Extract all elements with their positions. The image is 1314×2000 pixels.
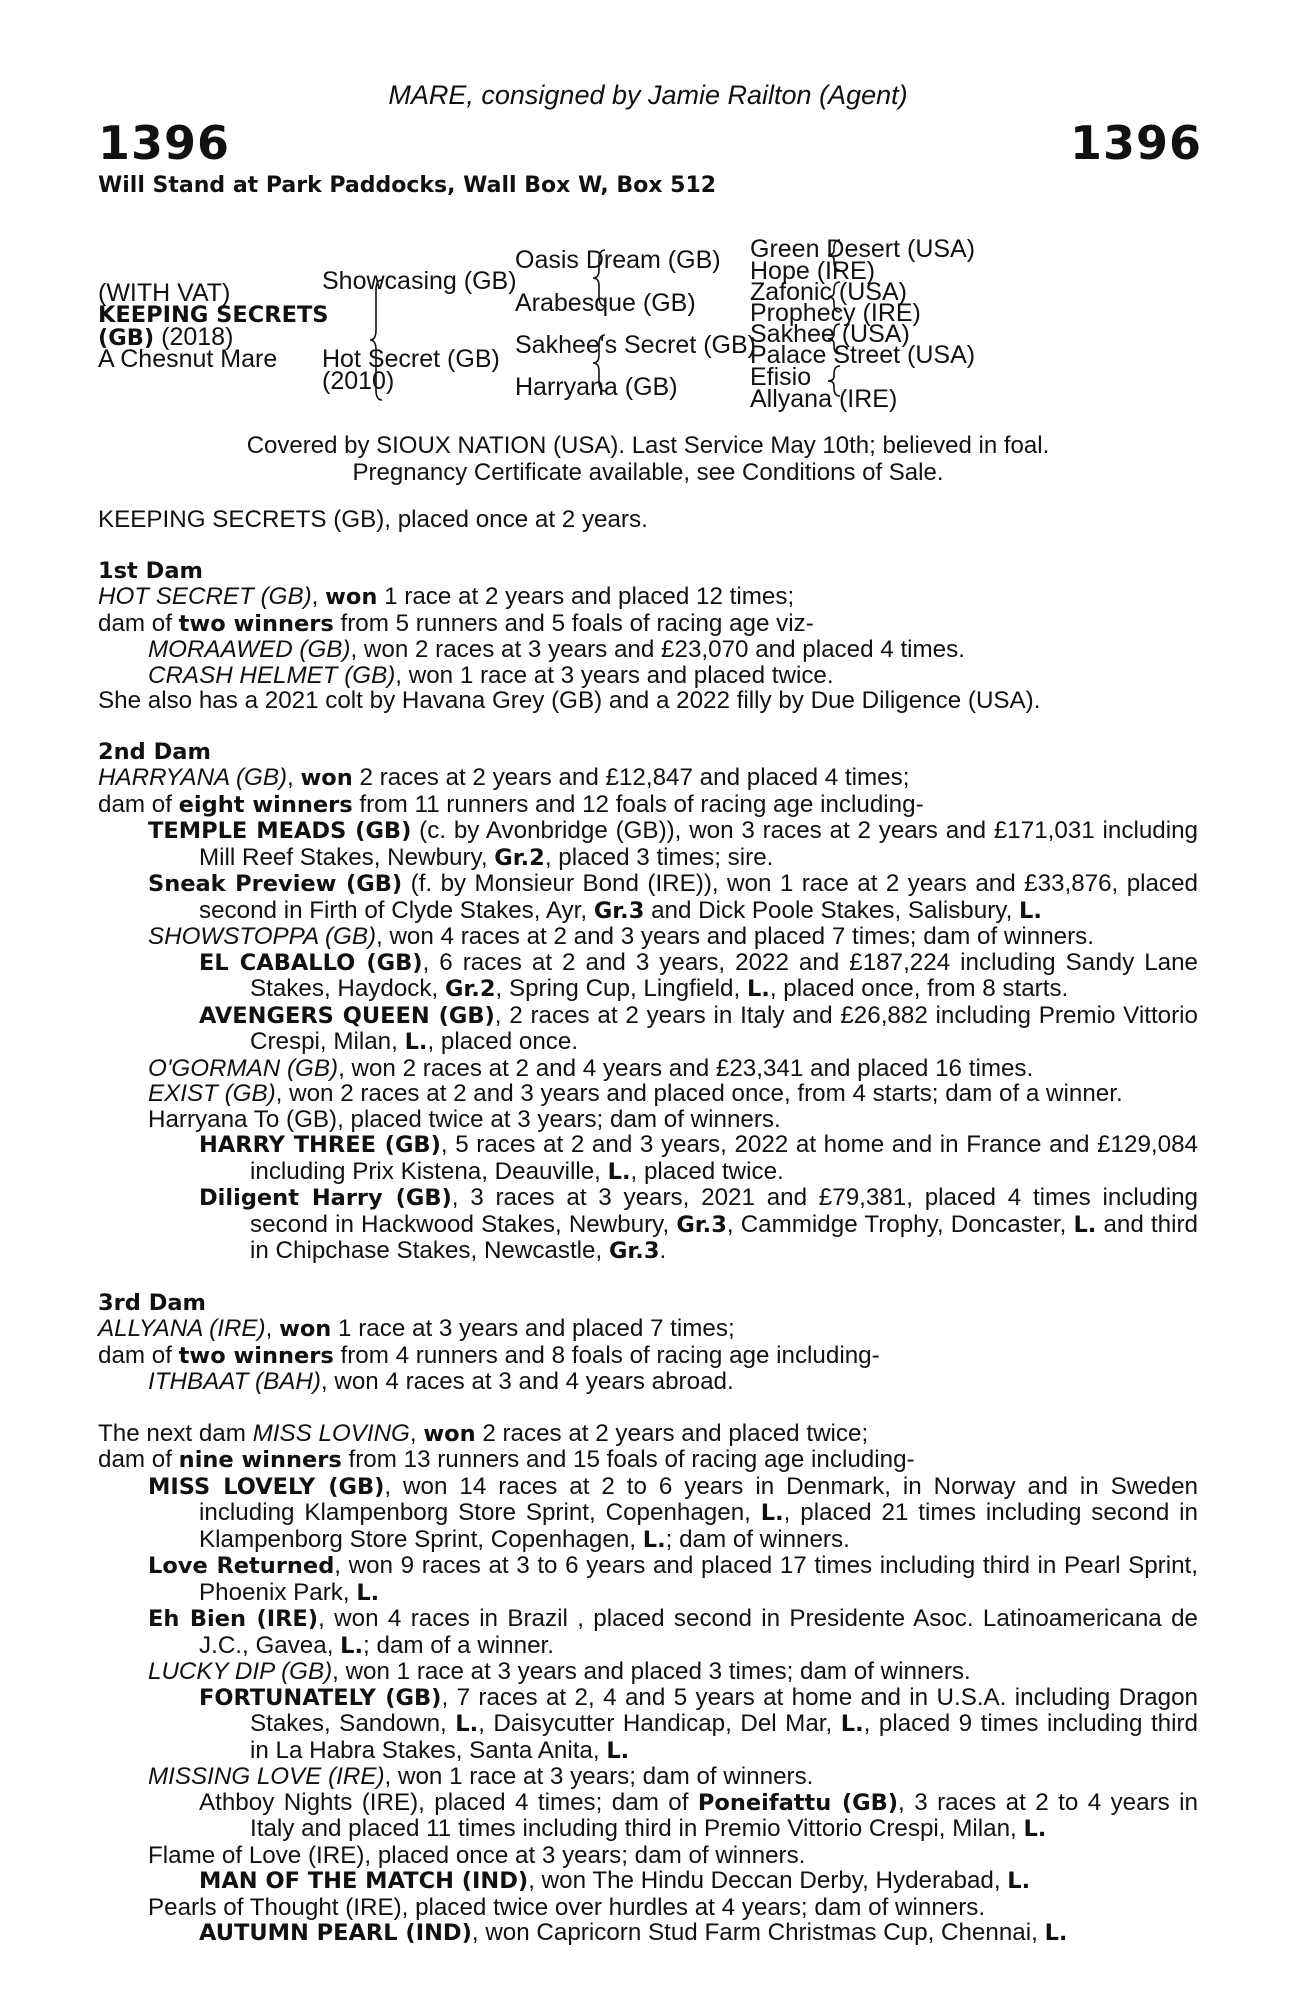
next-dam-line: The next dam MISS LOVING, won 2 races at 2 years and placed twice; bbox=[98, 1419, 869, 1447]
produce-eh-bien: Eh Bien (IRE), won 4 races in Brazil , placed second in Presidente Asoc. Latinoamericana de J.C., Gavea, L.; dam of a winner. bbox=[148, 1605, 1198, 1659]
produce-showstoppa: SHOWSTOPPA (GB), won 4 races at 2 and 3 years and placed 7 times; dam of winners. bbox=[148, 923, 1094, 950]
sire-sire: Oasis Dream (GB) bbox=[515, 246, 721, 274]
produce-miss-lovely: MISS LOVELY (GB), won 14 races at 2 to 6 years in Denmark, in Norway and in Sweden including Klampenborg Store Sprint, Copenhagen, L., placed 21 times including second in Klampenborg Store Sprint, Copenhagen, L.; dam of winners. bbox=[148, 1472, 1198, 1553]
dam-sire: Sakhee's Secret (GB) bbox=[515, 331, 756, 359]
produce-moraawed: MORAAWED (GB), won 2 races at 3 years and £23,070 and placed 4 times. bbox=[148, 636, 965, 663]
stand-location: Will Stand at Park Paddocks, Wall Box W, Box 512 bbox=[98, 173, 717, 198]
first-dam-heading: 1st Dam bbox=[98, 557, 203, 584]
dam-year: (2010) bbox=[322, 367, 395, 395]
covering-line-2: Pregnancy Certificate available, see Conditions of Sale. bbox=[352, 459, 944, 486]
ancestor-2: Hope (IRE) bbox=[750, 257, 876, 285]
covering-line-1: Covered by SIOUX NATION (USA). Last Service May 10th; believed in foal. bbox=[246, 432, 1050, 459]
produce-harryana-to: Harryana To (GB), placed twice at 3 years; dam of winners. bbox=[148, 1105, 781, 1133]
ancestor-5: Sakhee (USA) bbox=[750, 320, 910, 348]
lot-number-left: 1396 bbox=[98, 116, 231, 170]
produce-man-of-the-match: MAN OF THE MATCH (IND), won The Hindu Deccan Derby, Hyderabad, L. bbox=[199, 1867, 1031, 1894]
horse-year: (2018) bbox=[154, 323, 234, 351]
first-dam-produce: dam of two winners from 5 runners and 5 foals of racing age viz- bbox=[98, 609, 814, 637]
produce-diligent-harry: Diligent Harry (GB), 3 races at 3 years, 2021 and £79,381, placed 4 times including second in Hackwood Stakes, Newbury, Gr.3, Cammidge Trophy, Doncaster, L. and third in Chipchase Stakes, Newcastle, Gr.3. bbox=[199, 1184, 1198, 1264]
dam-name: Hot Secret (GB) bbox=[322, 345, 500, 373]
intro-line: KEEPING SECRETS (GB), placed once at 2 years. bbox=[98, 506, 648, 533]
ancestor-3: Zafonic (USA) bbox=[750, 278, 907, 306]
produce-ogorman: O'GORMAN (GB), won 2 races at 2 and 4 years and £23,341 and placed 16 times. bbox=[148, 1054, 1034, 1082]
ancestor-6: Palace Street (USA) bbox=[750, 341, 976, 369]
third-dam-heading: 3rd Dam bbox=[98, 1289, 206, 1316]
produce-love-returned: Love Returned, won 9 races at 3 to 6 years and placed 17 times including third in Pearl Sprint, Phoenix Park, L. bbox=[148, 1552, 1198, 1606]
vat-note: (WITH VAT) bbox=[98, 279, 231, 307]
third-dam-produce: dam of two winners from 4 runners and 8 foals of racing age including- bbox=[98, 1341, 880, 1369]
produce-crash-helmet: CRASH HELMET (GB), won 1 race at 3 years and placed twice. bbox=[148, 661, 834, 689]
produce-temple-meads: TEMPLE MEADS (GB) (c. by Avonbridge (GB)), won 3 races at 2 years and £171,031 including Mill Reef Stakes, Newbury, Gr.2, placed 3 times; sire. bbox=[148, 817, 1199, 871]
horse-country: (GB) bbox=[98, 325, 155, 351]
produce-lucky-dip: LUCKY DIP (GB), won 1 race at 3 years and placed 3 times; dam of winners. bbox=[148, 1658, 971, 1685]
produce-fortunately: FORTUNATELY (GB), 7 races at 2, 4 and 5 years at home and in U.S.A. including Dragon Stakes, Sandown, L., Daisycutter Handicap, Del Mar, L., placed 9 times including third in La Habra Stakes, Santa Anita, L. bbox=[199, 1683, 1198, 1764]
produce-harry-three: HARRY THREE (GB), 5 races at 2 and 3 years, 2022 at home and in France and £129,084 including Prix Kistena, Deauville, L., placed twice. bbox=[199, 1131, 1198, 1185]
produce-missing-love: MISSING LOVE (IRE), won 1 race at 3 years; dam of winners. bbox=[148, 1763, 814, 1790]
ancestor-1: Green Desert (USA) bbox=[750, 235, 976, 263]
produce-ithbaat: ITHBAAT (BAH), won 4 races at 3 and 4 years abroad. bbox=[148, 1368, 734, 1395]
horse-name: KEEPING SECRETS bbox=[98, 302, 329, 328]
ancestor-8: Allyana (IRE) bbox=[750, 385, 898, 413]
catalogue-body bbox=[98, 507, 1198, 1947]
produce-avengers-queen: AVENGERS QUEEN (GB), 2 races at 2 years in Italy and £26,882 including Premio Vittorio Crespi, Milan, L., placed once. bbox=[199, 1001, 1199, 1055]
horse-description: A Chesnut Mare bbox=[98, 345, 278, 373]
second-dam-heading: 2nd Dam bbox=[98, 738, 211, 765]
ancestor-7: Efisio bbox=[750, 363, 812, 391]
dam-dam: Harryana (GB) bbox=[515, 373, 678, 401]
produce-sneak-preview: Sneak Preview (GB) (f. by Monsieur Bond (IRE)), won 1 race at 2 years and £33,876, placed second in Firth of Clyde Stakes, Ayr, Gr.3 and Dick Poole Stakes, Salisbury, L. bbox=[148, 870, 1198, 924]
third-dam-line: ALLYANA (IRE), won 1 race at 3 years and placed 7 times; bbox=[98, 1315, 735, 1342]
sire-name: Showcasing (GB) bbox=[322, 267, 517, 295]
ancestor-4: Prophecy (IRE) bbox=[750, 299, 921, 327]
produce-pearls-of-thought: Pearls of Thought (IRE), placed twice over hurdles at 4 years; dam of winners. bbox=[148, 1893, 986, 1921]
first-dam-line: HOT SECRET (GB), won 1 race at 2 years and placed 12 times; bbox=[98, 583, 795, 610]
produce-autumn-pearl: AUTUMN PEARL (IND), won Capricorn Stud Farm Christmas Cup, Chennai, L. bbox=[199, 1919, 1068, 1946]
covering-note bbox=[98, 432, 1198, 486]
second-dam-line: HARRYANA (GB), won 2 races at 2 years and £12,847 and placed 4 times; bbox=[98, 764, 910, 791]
first-dam-foals: She also has a 2021 colt by Havana Grey (GB) and a 2022 filly by Due Diligence (USA). bbox=[98, 687, 1041, 714]
produce-athboy-nights: Athboy Nights (IRE), placed 4 times; dam of Poneifattu (GB), 3 races at 2 to 4 years in Italy and placed 11 times including third in Premio Vittorio Crespi, Milan, L. bbox=[199, 1788, 1198, 1842]
lot-number-right: 1396 bbox=[1069, 116, 1202, 170]
sire-dam: Arabesque (GB) bbox=[515, 289, 696, 317]
next-dam-produce: dam of nine winners from 13 runners and 15 foals of racing age including- bbox=[98, 1446, 915, 1473]
second-dam-produce: dam of eight winners from 11 runners and 12 foals of racing age including- bbox=[98, 790, 924, 818]
produce-flame-of-love: Flame of Love (IRE), placed once at 3 years; dam of winners. bbox=[148, 1841, 806, 1869]
produce-exist: EXIST (GB), won 2 races at 2 and 3 years and placed once, from 4 starts; dam of a winner. bbox=[148, 1080, 1123, 1107]
produce-el-caballo: EL CABALLO (GB), 6 races at 2 and 3 years, 2022 and £187,224 including Sandy Lane Stakes, Haydock, Gr.2, Spring Cup, Lingfield, L., placed once, from 8 starts. bbox=[199, 948, 1199, 1002]
consignment-line: MARE, consigned by Jamie Railton (Agent) bbox=[388, 80, 908, 110]
